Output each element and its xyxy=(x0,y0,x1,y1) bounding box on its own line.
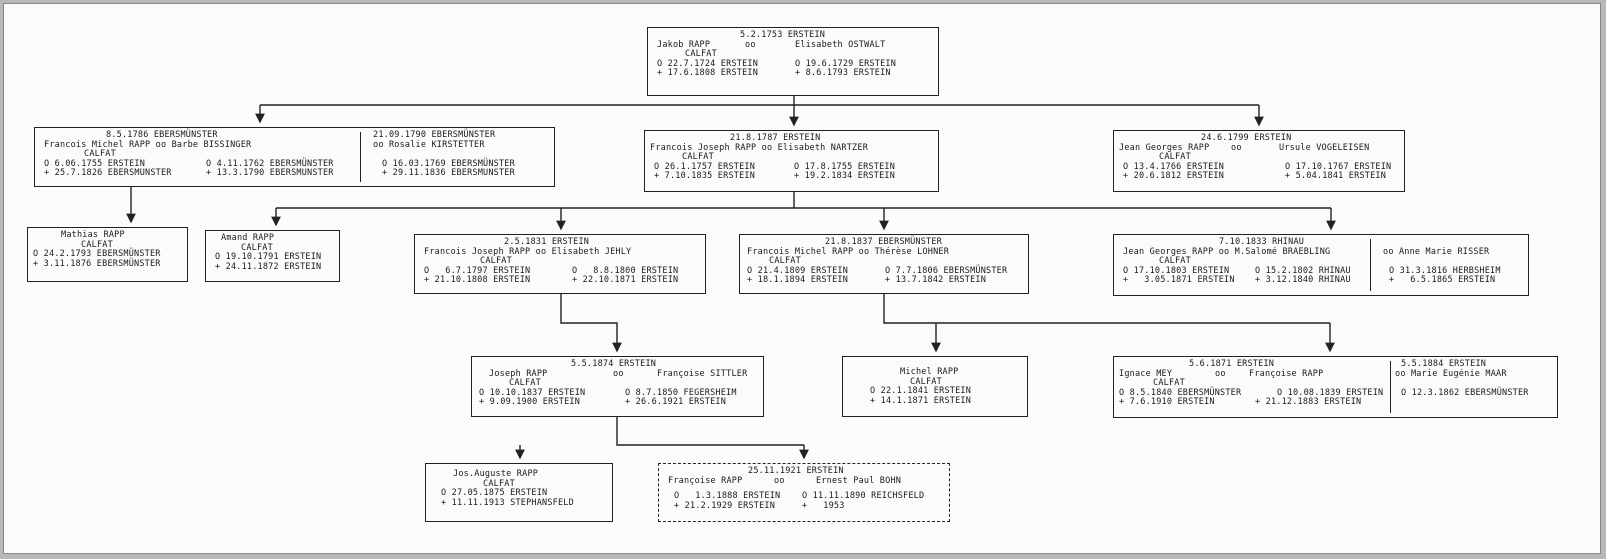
wife-birth: O 1.3.1888 ERSTEIN xyxy=(674,491,781,502)
occupation: CALFAT xyxy=(682,152,714,163)
birth: O 24.2.1793 EBERSMÜNSTER xyxy=(33,249,161,260)
husband-name: Ignace MEY xyxy=(1119,368,1173,379)
husband-death: + 17.6.1808 ERSTEIN xyxy=(657,68,759,79)
wife-death: + 21.2.1929 ERSTEIN xyxy=(674,500,776,511)
husband-name: Jakob RAPP xyxy=(657,39,711,50)
birth: O 22.1.1841 ERSTEIN xyxy=(870,386,972,397)
marriage-date: 7.10.1833 RHINAU xyxy=(1219,237,1305,247)
wife-name: Françoise RAPP xyxy=(1249,368,1324,379)
husband-birth: O 13.4.1766 ERSTEIN xyxy=(1123,161,1225,172)
occupation: CALFAT xyxy=(509,378,541,389)
wife-birth: O 10.08.1839 ERSTEIN xyxy=(1277,387,1384,398)
wife-birth: O 17.10.1767 ERSTEIN xyxy=(1285,161,1392,172)
occupation: CALFAT xyxy=(1159,256,1191,267)
family-box-francois-joseph-rapp-1831 xyxy=(414,234,706,294)
family-box-francoise-rapp-1921 xyxy=(658,463,950,522)
wife-birth: O 15.2.1802 RHINAU xyxy=(1255,265,1351,276)
couple-names: Francois Michel RAPP oo Thérèse LOHNER xyxy=(747,246,950,257)
wife-death: + 3.12.1840 RHINAU xyxy=(1255,275,1351,286)
husband-death: + 21.10.1808 ERSTEIN xyxy=(424,275,531,286)
connector-jakob-to-children xyxy=(260,96,1259,105)
occupation: CALFAT xyxy=(685,49,717,60)
occupation: CALFAT xyxy=(483,478,515,489)
family-box-jean-georges-rapp-1799 xyxy=(1113,130,1405,192)
occupation: CALFAT xyxy=(84,149,116,160)
person-box-amand-rapp xyxy=(205,230,340,282)
husband-name: Joseph RAPP xyxy=(489,368,548,379)
second-wife-name: oo Anne Marie RISSER xyxy=(1383,246,1490,257)
wife-death: + 22.10.1871 ERSTEIN xyxy=(572,275,679,286)
occupation: CALFAT xyxy=(910,376,942,387)
occupation: CALFAT xyxy=(81,239,113,250)
husband-death: + 9.09.1900 ERSTEIN xyxy=(479,397,581,408)
genealogy-tree xyxy=(3,3,1601,554)
wife-death: + 13.7.1842 ERSTEIN xyxy=(885,275,987,286)
husband-death: + 1953 xyxy=(802,500,845,511)
wife-birth: O 8.7.1850 FEGERSHEIM xyxy=(625,387,737,398)
second-wife-name: oo Marie Eugénie MAAR xyxy=(1395,368,1507,379)
second-wife-birth: O 31.3.1816 HERBSHEIM xyxy=(1389,265,1501,276)
person-box-michel-rapp xyxy=(842,356,1028,417)
wife-death: + 5.04.1841 ERSTEIN xyxy=(1285,171,1387,182)
couple-names: Francois Joseph RAPP oo Elisabeth NARTZER xyxy=(650,142,869,153)
person-box-mathias-rapp xyxy=(27,227,188,282)
person-name: Mathias RAPP xyxy=(61,230,125,240)
second-wife-birth: O 12.3.1862 EBERSMÜNSTER xyxy=(1401,387,1529,398)
second-wife-birth: O 16.03.1769 EBERSMÜNSTER xyxy=(382,158,515,169)
second-wife-death: + 29.11.1836 EBERSMUNSTER xyxy=(382,168,515,179)
connector-francois-michel-to-children xyxy=(884,294,1330,323)
connector-joseph-to-children xyxy=(617,417,804,445)
wife-name: Françoise RAPP xyxy=(668,475,743,486)
occupation: CALFAT xyxy=(480,256,512,267)
family-box-jean-georges-rapp-1833 xyxy=(1113,234,1529,296)
death: + 3.11.1876 EBERSMÜNSTER xyxy=(33,258,161,269)
family-box-joseph-rapp-1874 xyxy=(471,356,764,417)
second-marriage-date: 21.09.1790 EBERSMÜNSTER xyxy=(373,130,496,140)
husband-birth: O 10.10.1837 ERSTEIN xyxy=(479,387,586,398)
husband-birth: O 6.7.1797 ERSTEIN xyxy=(424,265,531,276)
wife-birth: O 4.11.1762 EBERSMÜNSTER xyxy=(206,158,334,169)
wife-death: + 13.3.1790 EBERSMUNSTER xyxy=(206,168,334,179)
marriage-symbol: oo xyxy=(745,39,756,50)
occupation: CALFAT xyxy=(769,256,801,267)
wife-death: + 19.2.1834 ERSTEIN xyxy=(794,171,896,182)
wife-death: + 8.6.1793 ERSTEIN xyxy=(795,68,891,79)
marriage-date: 8.5.1786 EBERSMÜNSTER xyxy=(106,130,218,140)
marriage-date: 21.8.1787 ERSTEIN xyxy=(730,133,821,143)
marriage-date: 5.5.1874 ERSTEIN xyxy=(571,359,657,369)
wife-birth: O 7.7.1806 EBERSMÜNSTER xyxy=(885,265,1008,276)
birth: O 27.05.1875 ERSTEIN xyxy=(441,488,548,499)
couple-names: Francois Joseph RAPP oo Elisabeth JEHLY xyxy=(424,246,632,257)
couple-names: Jean Georges RAPP oo M.Salomé BRAEBLING xyxy=(1123,246,1331,257)
death: + 11.11.1913 STEPHANSFELD xyxy=(441,497,574,508)
marriage-symbol: oo xyxy=(613,368,624,379)
death: + 14.1.1871 ERSTEIN xyxy=(870,395,972,406)
husband-birth: O 26.1.1757 ERSTEIN xyxy=(654,161,756,172)
husband-name: Jean Georges RAPP xyxy=(1119,142,1210,153)
second-wife-name: oo Rosalie KIRSTETTER xyxy=(373,139,485,150)
connector-francois-joseph-to-children xyxy=(276,192,1331,208)
husband-death: + 18.1.1894 ERSTEIN xyxy=(747,275,849,286)
person-name: Michel RAPP xyxy=(900,367,959,377)
husband-death: + 7.6.1910 ERSTEIN xyxy=(1119,397,1215,408)
husband-birth: O 11.11.1890 REICHSFELD xyxy=(802,491,925,502)
marriage-date: 21.8.1837 EBERSMÜNSTER xyxy=(825,237,942,247)
connector-to-joseph-1874 xyxy=(561,294,617,351)
wife-death: + 21.12.1883 ERSTEIN xyxy=(1255,397,1362,408)
husband-death: + 25.7.1826 EBERSMUNSTER xyxy=(44,168,172,179)
occupation: CALFAT xyxy=(1159,152,1191,163)
wife-birth: O 17.8.1755 ERSTEIN xyxy=(794,161,896,172)
husband-birth: O 22.7.1724 ERSTEIN xyxy=(657,58,759,69)
family-box-ignace-mey-1871 xyxy=(1113,356,1558,418)
marriage-date: 25.11.1921 ERSTEIN xyxy=(748,466,844,476)
family-box-francois-joseph-rapp-1787 xyxy=(644,130,939,192)
marriage-date: 5.2.1753 ERSTEIN xyxy=(740,30,826,40)
husband-death: + 7.10.1835 ERSTEIN xyxy=(654,171,756,182)
person-box-jos-auguste-rapp xyxy=(425,463,613,522)
couple-names: Francois Michel RAPP oo Barbe BISSINGER xyxy=(44,139,252,150)
husband-birth: O 8.5.1840 EBERSMÜNSTER xyxy=(1119,387,1242,398)
second-wife-death: + 6.5.1865 ERSTEIN xyxy=(1389,275,1496,286)
birth: O 19.10.1791 ERSTEIN xyxy=(215,252,322,263)
wife-birth: O 19.6.1729 ERSTEIN xyxy=(795,58,897,69)
death: + 24.11.1872 ERSTEIN xyxy=(215,261,322,272)
wife-death: + 26.6.1921 ERSTEIN xyxy=(625,397,727,408)
person-name: Amand RAPP xyxy=(221,233,275,243)
husband-death: + 3.05.1871 ERSTEIN xyxy=(1123,275,1235,286)
person-name: Jos.Auguste RAPP xyxy=(453,469,539,479)
wife-name: Ursule VOGELEISEN xyxy=(1279,142,1370,153)
marriage-symbol: oo xyxy=(1215,368,1226,379)
husband-birth: O 17.10.1803 ERSTEIN xyxy=(1123,265,1230,276)
husband-birth: O 6.06.1755 ERSTEIN xyxy=(44,158,146,169)
marriage-date: 5.6.1871 ERSTEIN xyxy=(1189,359,1275,369)
family-box-jakob-rapp xyxy=(647,27,939,96)
second-marriage-date: 5.5.1884 ERSTEIN xyxy=(1401,359,1487,369)
family-box-francois-michel-rapp-1837 xyxy=(739,234,1029,294)
marriage-symbol: oo xyxy=(774,475,785,486)
husband-death: + 20.6.1812 ERSTEIN xyxy=(1123,171,1225,182)
wife-name: Elisabeth OSTWALT xyxy=(795,39,886,50)
husband-birth: O 21.4.1809 ERSTEIN xyxy=(747,265,849,276)
marriage-symbol: oo xyxy=(1231,142,1242,153)
family-box-francois-michel-rapp xyxy=(34,127,555,187)
occupation: CALFAT xyxy=(241,242,273,253)
wife-birth: O 8.8.1800 ERSTEIN xyxy=(572,265,679,276)
marriage-date: 24.6.1799 ERSTEIN xyxy=(1201,133,1292,143)
wife-name: Françoise SITTLER xyxy=(657,368,748,379)
occupation: CALFAT xyxy=(1153,378,1185,389)
husband-name: Ernest Paul BOHN xyxy=(816,475,902,486)
marriage-date: 2.5.1831 ERSTEIN xyxy=(504,237,590,247)
